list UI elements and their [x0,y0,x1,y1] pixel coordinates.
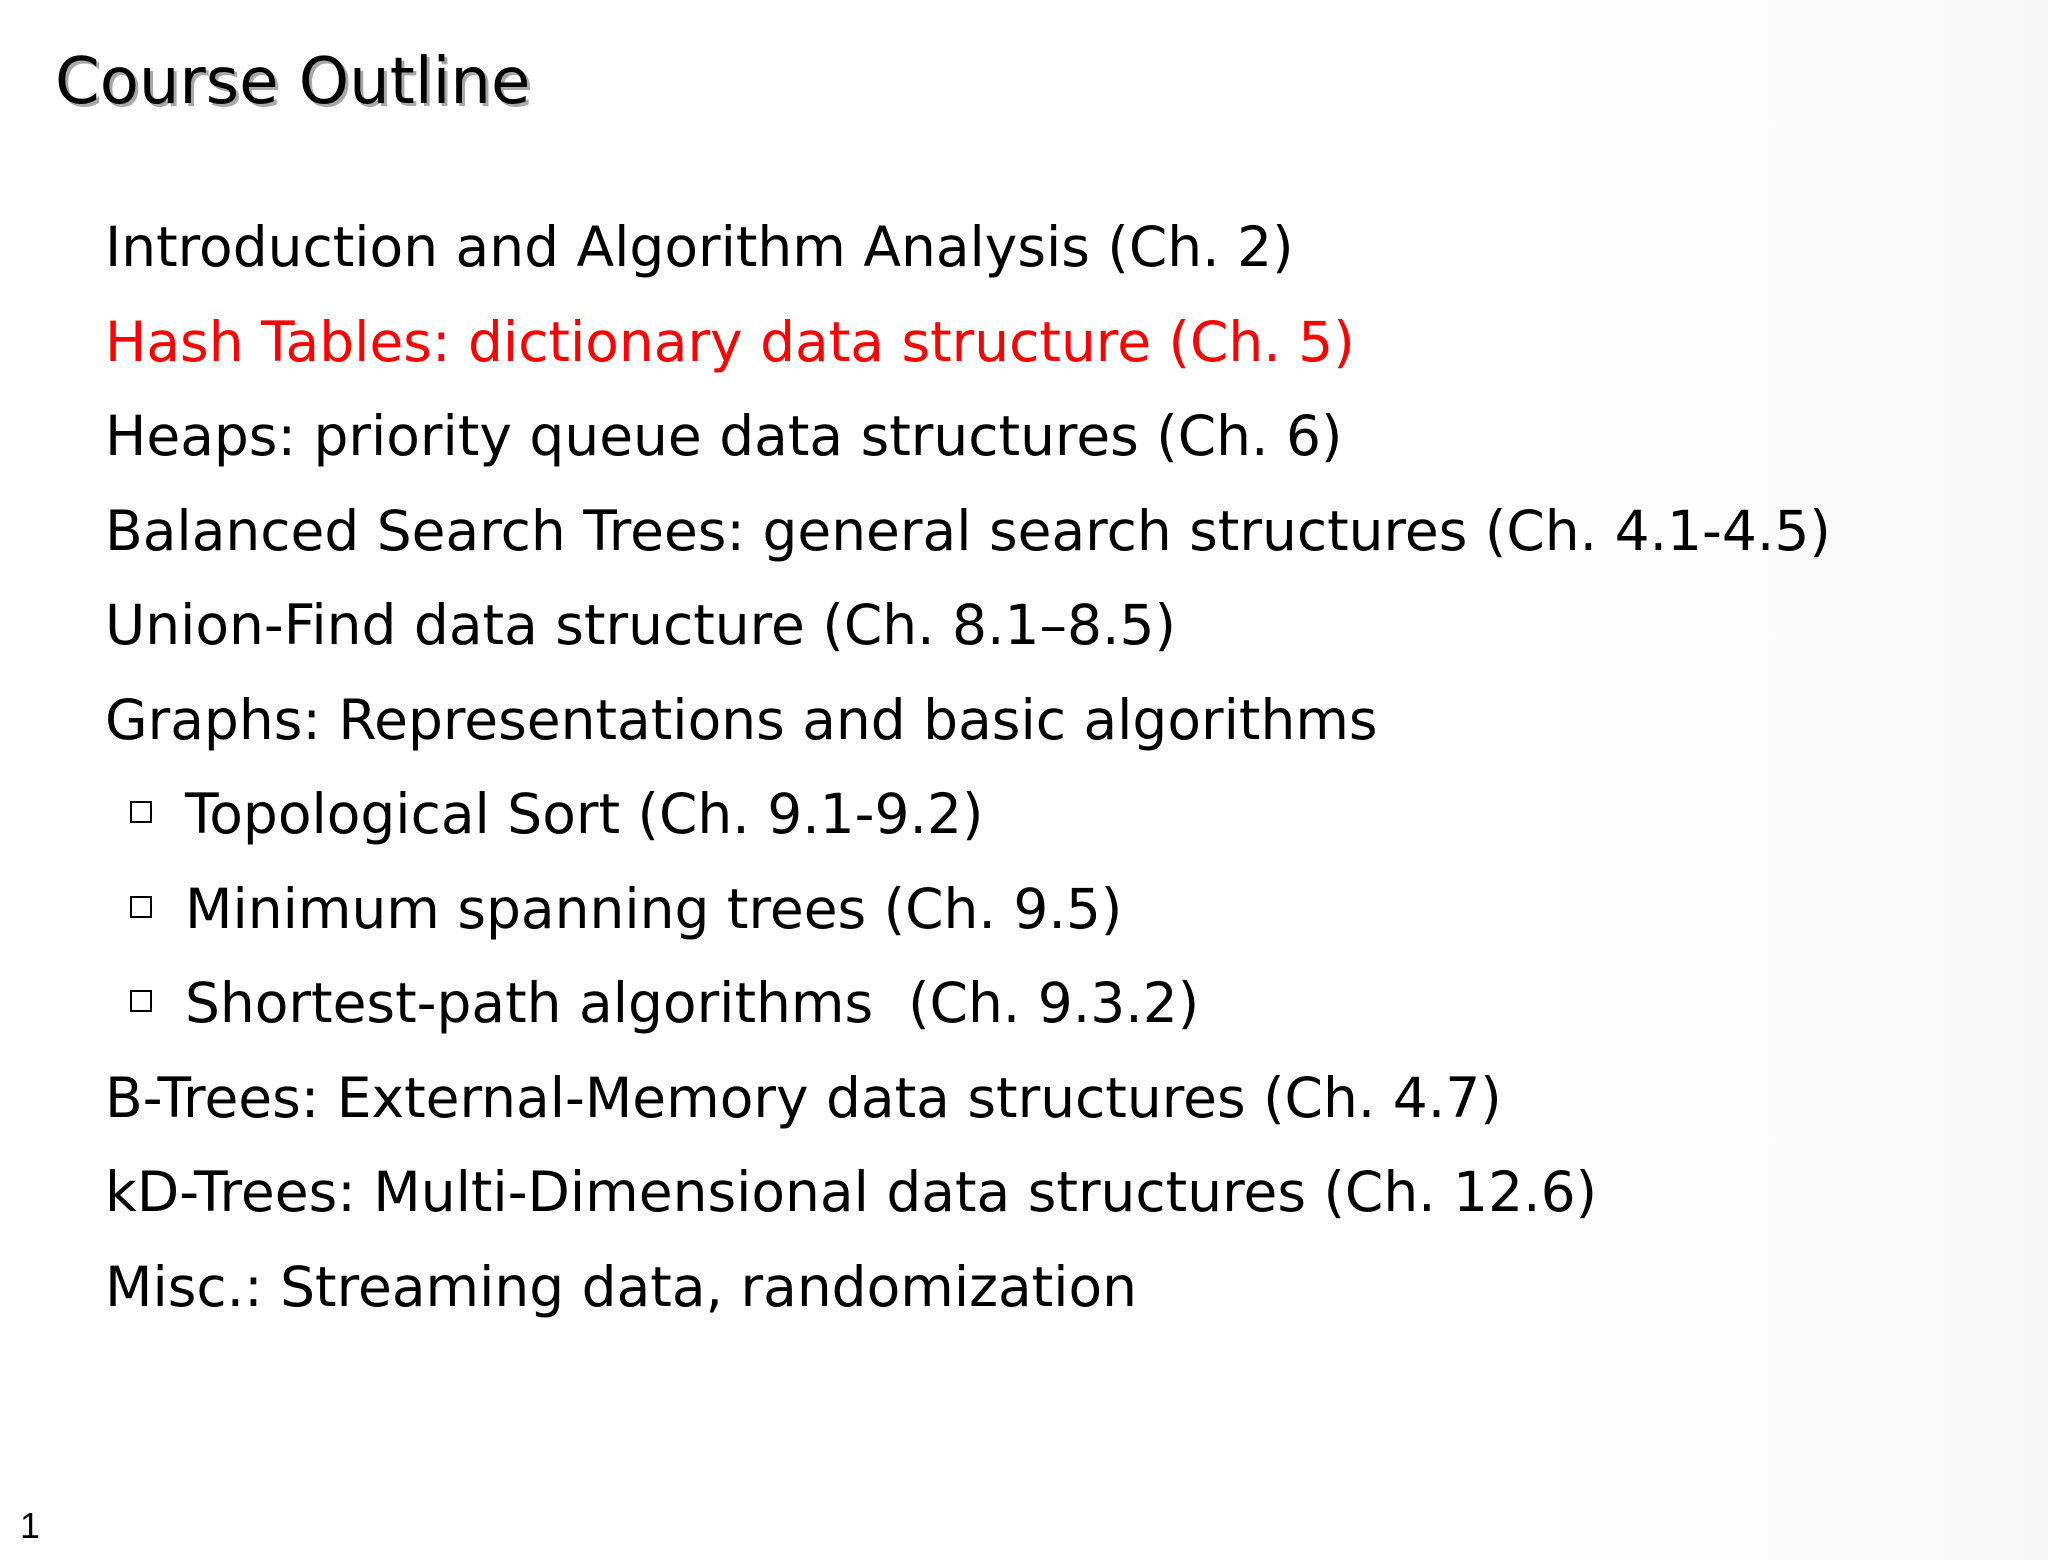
outline-subitem-topological-sort [105,767,1831,862]
square-bullet-icon [130,896,152,918]
outline-item-text: Graphs: Representations and basic algorithms [105,687,1378,752]
outline-item-union-find [105,578,1831,673]
outline-item-text: Heaps: priority queue data structures (Ch. 6) [105,404,1343,468]
outline-item-heaps [105,389,1831,484]
square-bullet-icon [130,990,152,1012]
outline-item-text: Minimum spanning trees (Ch. 9.5) [185,876,1123,941]
outline-item-graphs [105,673,1831,768]
outline-item-text: kD-Trees: Multi-Dimensional data structures (Ch. 12.6) [105,1160,1598,1224]
outline-item-text: Misc.: Streaming data, randomization [105,1254,1138,1319]
outline-item-text: Union-Find data structure (Ch. 8.1–8.5) [105,593,1176,657]
outline-item-text: B-Trees: External-Memory data structures (Ch. 4.7) [105,1065,1502,1130]
outline-item-b-trees [105,1051,1831,1146]
square-bullet-icon [130,801,152,823]
outline-item-introduction [105,200,1831,295]
outline-item-text: Hash Tables: dictionary data structure (Ch. 5) [105,309,1355,374]
outline-item-text: Balanced Search Trees: general search structures (Ch. 4.1-4.5) [105,498,1831,563]
outline-subitem-minimum-spanning-trees [105,862,1831,957]
outline-item-text: Topological Sort (Ch. 9.1-9.2) [185,782,984,846]
slide-title: Course Outline [55,45,531,119]
outline-item-text: Introduction and Algorithm Analysis (Ch. 2) [105,215,1294,279]
outline-item-hash-tables [105,295,1831,390]
course-outline-list [105,200,1831,1334]
outline-item-misc [105,1240,1831,1335]
page-number: 1 [20,1505,41,1546]
outline-item-kd-trees [105,1145,1831,1240]
outline-subitem-shortest-path [105,956,1831,1051]
outline-item-balanced-search-trees [105,484,1831,579]
outline-item-text: Shortest-path algorithms (Ch. 9.3.2) [185,971,1200,1035]
